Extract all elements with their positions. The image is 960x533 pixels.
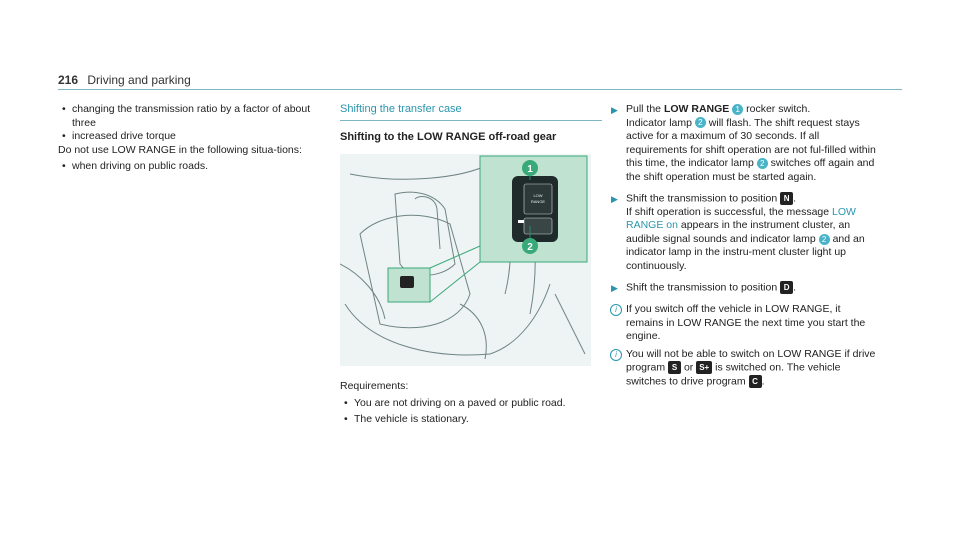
switch-name: LOW RANGE xyxy=(663,103,730,115)
info-note-1: i If you switch off the vehicle in LOW RANGE, it remains in LOW RANGE the next time you start the engine. xyxy=(610,303,880,344)
section-title: Shifting the transfer case xyxy=(340,103,602,121)
warning-paragraph: Do not use LOW RANGE in the following situa-tions: xyxy=(58,143,302,156)
step-1: ▶ Pull the LOW RANGE 1 rocker switch. Indicator lamp 2 will flash. The shift request stays active for a maximum of 30 seconds. If all requirements for shift operation are not ful-filled within this time, the indicator lamp 2 switches off again and the shift operation must be started again. xyxy=(611,103,876,183)
effects-list xyxy=(58,103,323,144)
info-icon: i xyxy=(610,304,622,316)
drive-program-s-icon: S xyxy=(668,361,681,374)
requirements-label: Requirements: xyxy=(340,380,409,392)
drive-program-s-plus-icon: S+ xyxy=(696,361,712,374)
callout-1-badge: 1 xyxy=(732,104,743,115)
column-3 xyxy=(610,103,880,393)
list-item: • changing the transmission ratio by a factor of about three xyxy=(58,103,323,130)
list-item: • when driving on public roads. xyxy=(58,160,323,174)
console-drawing xyxy=(340,154,591,366)
header-divider xyxy=(58,89,902,90)
page-number: 216 xyxy=(58,73,79,87)
gear-d-icon: D xyxy=(780,281,793,294)
svg-text:LOW: LOW xyxy=(533,193,543,198)
drive-program-c-icon: C xyxy=(749,375,762,388)
callout-1: 1 xyxy=(527,164,533,175)
requirements-list xyxy=(340,397,602,427)
restriction-list xyxy=(58,160,323,174)
chapter-title: Driving and parking xyxy=(87,73,191,87)
callout-2-badge: 2 xyxy=(695,117,706,128)
step-arrow-icon: ▶ xyxy=(611,283,618,294)
display-message: LOW RANGE on xyxy=(626,205,856,232)
column-1 xyxy=(58,103,323,174)
info-note-2: i You will not be able to switch on LOW RANGE if drive program S or S+ is switched on. The vehicle switches to drive program C . xyxy=(610,348,880,389)
column-2 xyxy=(340,103,602,427)
list-item: • You are not driving on a paved or public road. xyxy=(340,397,602,411)
svg-text:RANGE: RANGE xyxy=(530,199,546,204)
step-arrow-icon: ▶ xyxy=(611,105,618,115)
step-2: ▶ Shift the transmission to position N . If shift operation is successful, the message LOW RANGE on appears in the instrument cluster, an audible signal sounds and indicator lamp 2 and an indicator lamp in the instru-ment cluster light up continuously. xyxy=(611,192,865,272)
step-arrow-icon: ▶ xyxy=(611,194,618,204)
page-header xyxy=(58,73,191,87)
gear-n-icon: N xyxy=(780,192,793,205)
info-icon: i xyxy=(610,349,622,361)
step-3: ▶ Shift the transmission to position D . xyxy=(610,281,880,295)
list-item: • increased drive torque xyxy=(58,130,323,144)
subsection-title: Shifting to the LOW RANGE off-road gear xyxy=(340,130,557,143)
callout-2: 2 xyxy=(527,242,533,253)
console-illustration xyxy=(340,154,591,366)
list-item: • The vehicle is stationary. xyxy=(340,413,602,427)
callout-2-badge: 2 xyxy=(819,234,830,245)
callout-2-badge: 2 xyxy=(757,158,768,169)
